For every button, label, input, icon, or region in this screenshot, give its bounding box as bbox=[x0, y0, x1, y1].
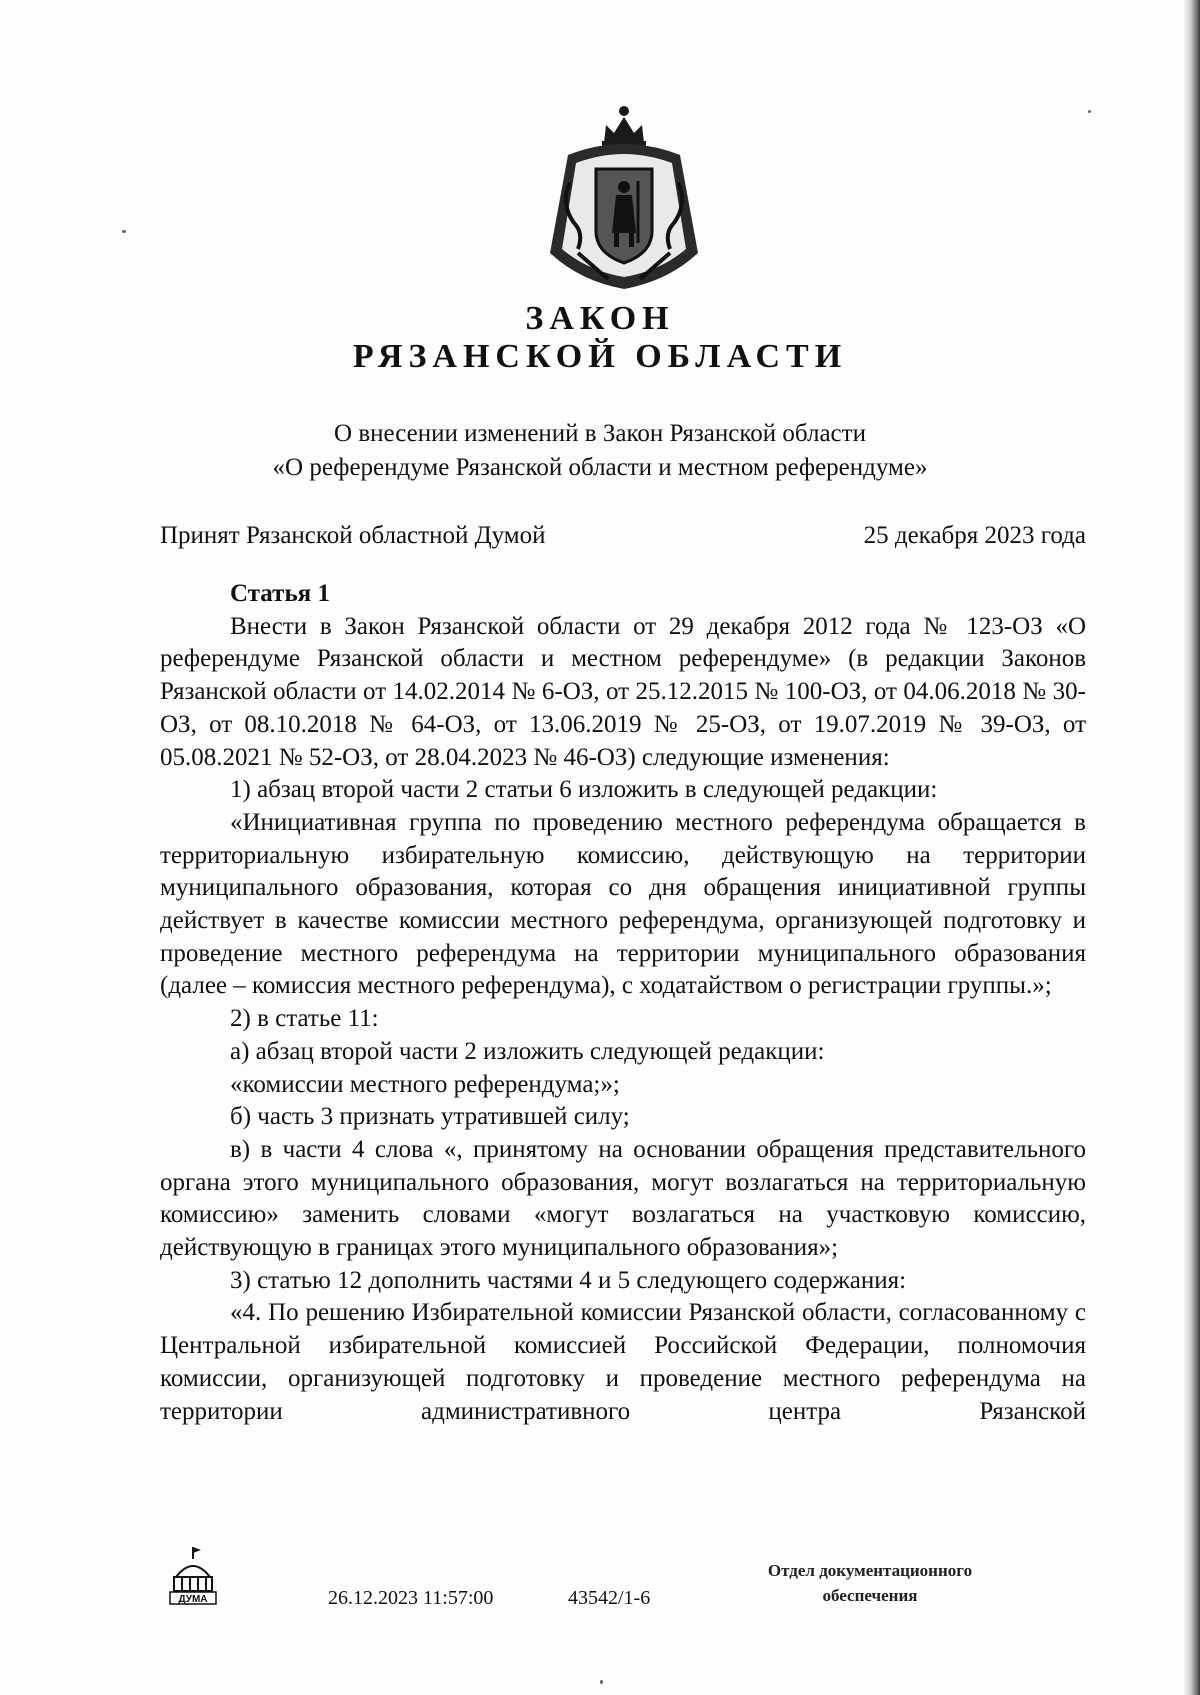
adoption-date: 25 декабря 2023 года bbox=[863, 522, 1086, 549]
article-paragraph: б) часть 3 признать утратившей силу; bbox=[230, 1103, 630, 1131]
duma-logo-text: ДУМА bbox=[178, 1594, 208, 1605]
article-paragraph: «комиссии местного референдума;»; bbox=[230, 1070, 620, 1098]
article-paragraph: «Инициативная группа по проведению местного референдума обращается в территориальную избирательную комиссию, действующую на территории муниципального образования, которая со дня обращения инициативной группы действует в качестве комиссии местного референдума, организующей подготовку и проведение местного референдума на территории муниципального образования (далее – комиссия местного референдума), с ходатайством о регистрации группы.»; bbox=[160, 808, 1086, 1000]
law-subject-line1: О внесении изменений в Закон Рязанской области bbox=[334, 420, 866, 447]
department-stamp-line1: Отдел документационного bbox=[767, 1561, 973, 1580]
article-paragraph: в) в части 4 слова «, принятому на основании обращения представительного органа этого муниципального образования, могут возлагаться на территориальную комиссию» заменить словами «могут возлагаться на участковую комиссию, действующую в границах этого муниципального образования»; bbox=[160, 1135, 1086, 1262]
scan-speck bbox=[1088, 110, 1091, 113]
article-paragraph: 1) абзац второй части 2 статьи 6 изложить в следующей редакции: bbox=[230, 776, 938, 804]
ryazan-coat-of-arms-icon bbox=[548, 103, 700, 293]
adopted-by: Принят Рязанской областной Думой bbox=[160, 522, 546, 549]
scan-speck bbox=[122, 230, 126, 233]
article-paragraph: 3) статью 12 дополнить частями 4 и 5 следующего содержания: bbox=[230, 1266, 907, 1294]
article-body bbox=[160, 578, 1086, 1428]
law-subject-line2: «О референдуме Рязанской области и местном референдуме» bbox=[272, 454, 928, 481]
article-paragraph: 2) в статье 11: bbox=[230, 1005, 379, 1033]
scan-speck bbox=[600, 1680, 603, 1684]
article-paragraph: «4. По решению Избирательной комиссии Рязанской области, согласованному с Центральной избирательной комиссией Российской Федерации, полномочия комиссии, организующей подготовку и проведение местного референдума на территории административного центра Рязанской bbox=[160, 1299, 1086, 1425]
registration-number: 43542/1-6 bbox=[568, 1587, 651, 1609]
article-heading: Статья 1 bbox=[230, 580, 330, 607]
scan-edge-shadow bbox=[1184, 0, 1200, 1695]
duma-building-icon bbox=[168, 1545, 218, 1607]
department-stamp bbox=[700, 1558, 1040, 1608]
law-region-title: РЯЗАНСКОЙ ОБЛАСТИ bbox=[352, 338, 848, 375]
print-timestamp: 26.12.2023 11:57:00 bbox=[328, 1587, 494, 1609]
department-stamp-line2: обеспечения bbox=[822, 1586, 918, 1605]
article-paragraph: Внести в Закон Рязанской области от 29 декабря 2012 года № 123-ОЗ «О референдуме Рязанской области и местном референдуме» (в редакции Законов Рязанской области от 14.02.2014 № 6-ОЗ, от 25.12.2015 № 100-ОЗ, от 04.06.2018 № 30-ОЗ, от 08.10.2018 № 64-ОЗ, от 13.06.2019 № 25-ОЗ, от 19.07.2019 № 39-ОЗ, от 05.08.2021 № 52-ОЗ, от 28.04.2023 № 46-ОЗ) следующие изменения: bbox=[160, 612, 1086, 771]
article-paragraph: а) абзац второй части 2 изложить следующей редакции: bbox=[230, 1037, 825, 1065]
law-title: ЗАКОН bbox=[525, 300, 675, 337]
